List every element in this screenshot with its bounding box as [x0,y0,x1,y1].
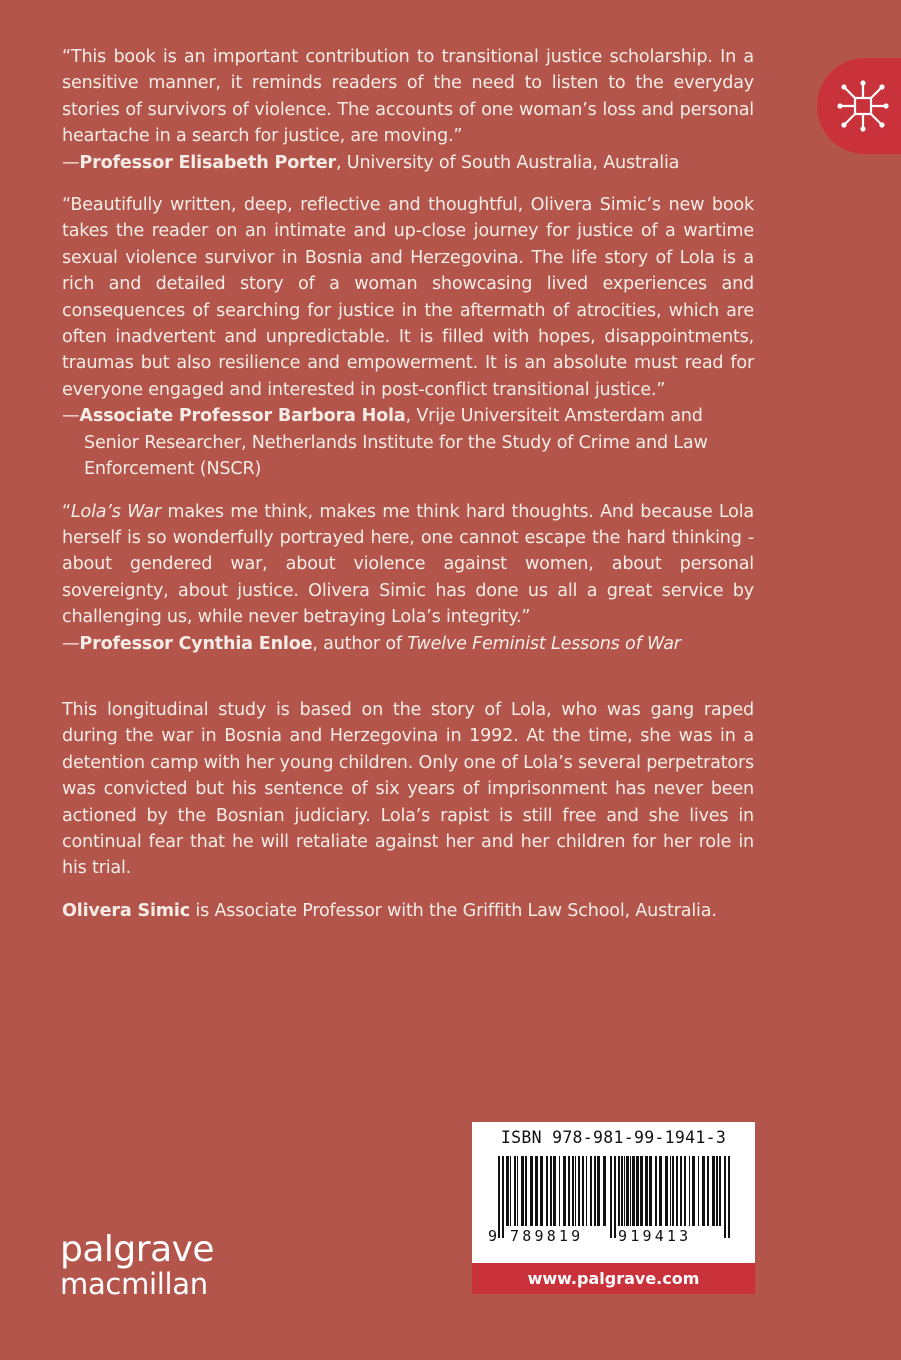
barcode-bar [680,1156,682,1226]
barcode-bar [506,1156,509,1226]
barcode-bar [590,1156,592,1226]
brand-line-palgrave: palgrave [60,1229,215,1270]
barcode-bar [514,1156,516,1226]
barcode-bar [553,1156,556,1226]
cited-book-title: Twelve Feminist Lessons of War [407,633,681,654]
brand-line-macmillan: macmillan [60,1267,208,1301]
barcode-bar [640,1156,643,1226]
barcode-bar [559,1156,560,1226]
attribution-name: Professor Cynthia Enloe [79,633,313,654]
attribution-hola: —Associate Professor Barbora Hola, Vrije Universiteit Amsterdam and Senior Researcher, Netherlands Institute for the Study of Crime and Law Enforcement (NSCR) [62,406,708,480]
barcode-bar [578,1156,580,1226]
barcode-bar [575,1156,576,1226]
barcode-bar [618,1156,620,1226]
barcode-bar [621,1156,623,1226]
barcode-bar [498,1156,500,1238]
barcode-bar [624,1156,625,1226]
barcode-bar [572,1156,574,1226]
barcode-bar [630,1156,631,1226]
barcode-bar [603,1156,606,1226]
barcode-bar [719,1156,721,1226]
barcode-bar [550,1156,552,1226]
barcode-bar [712,1156,715,1226]
barcode-bar [517,1156,518,1226]
barcode-bar [702,1156,705,1226]
back-cover-text [62,44,754,924]
barcode-bar [568,1156,570,1226]
publisher-logo-badge [817,58,901,154]
barcode-digits-left: 789819 [510,1227,584,1245]
barcode-bar [626,1156,629,1226]
barcode-bar [563,1156,566,1226]
barcode-bar [672,1156,674,1226]
barcode-bar [525,1156,527,1226]
barcode-bar [535,1156,538,1226]
publisher-wordmark [60,1229,215,1301]
barcode-bar [692,1156,695,1226]
barcode-bar [676,1156,678,1226]
palgrave-snowflake-logo-icon [835,78,891,134]
barcode-bar [632,1156,635,1226]
barcode-bar [510,1156,511,1226]
barcode-bar [698,1156,699,1226]
barcode-bar [665,1156,668,1226]
barcode-bar [636,1156,639,1226]
barcode-bar [502,1156,504,1238]
barcode-bar [546,1156,548,1226]
barcode-bar [594,1156,596,1226]
barcode-bar [530,1156,533,1226]
barcode-bar [684,1156,686,1226]
quote-hola: “Beautifully written, deep, reflective and thoughtful, Olivera Simic’s new book takes the reader on an intimate and up-close journey for justice of a wartime sexual violence survivor in Bosnia and Herzegovina. The life story of Lola is a rich and detailed story of a woman showcasing lived experiences and consequences of searching for justice in the aftermath of atrocities, which are often inadvertent and unpredictable. It is filled with hopes, disappointments, traumas but also resilience and empowerment. It is an absolute must read for everyone engaged and interested in post-conflict transitional justice.” [62,195,754,400]
attribution-name: Associate Professor Barbora Hola [79,406,406,427]
barcode-bar [586,1156,587,1226]
author-bio: Olivera Simic is Associate Professor with the Griffith Law School, Australia. [62,900,717,921]
barcode-bar [597,1156,600,1226]
isbn-barcode-block [472,1122,755,1294]
barcode-bar [614,1156,616,1238]
barcode-bar [707,1156,709,1226]
book-summary: This longitudinal study is based on the story of Lola, who was gang raped during the war in Bosnia and Herzegovina in 1992. At the time, she was in a detention camp with her young children. Only one of Lola’s several perpetrators was convicted but his sentence of six years of imprisonment has never been actioned by the Bosnian judiciary. Lola’s rapist is still free and she lives in continual fear that he will retaliate against her and her children for her role in his trial. [62,699,754,879]
attribution-porter: —Professor Elisabeth Porter, University of South Australia, Australia [62,152,680,173]
barcode-bar [649,1156,652,1226]
barcode-icon [486,1156,741,1238]
barcode-digit-prefix: 9 [488,1227,498,1245]
barcode-digits-right: 919413 [618,1227,692,1245]
quote-enloe: “Lola’s War makes me think, makes me think hard thoughts. And because Lola herself is so wonderfully portrayed here, one cannot escape the hard thinking - about gendered war, about violence against women, about personal sovereignty, about justice. Olivera Simic has done us all a great service by challenging us, while never betraying Lola’s integrity.” [62,501,754,628]
author-name: Olivera Simic [62,900,190,921]
barcode-bar [655,1156,657,1226]
attribution-enloe: —Professor Cynthia Enloe, author of Twelve Feminist Lessons of War [62,633,681,654]
barcode-bar [521,1156,524,1226]
barcode-bar [582,1156,584,1226]
publisher-url[interactable]: www.palgrave.com [472,1263,755,1294]
attribution-name: Professor Elisabeth Porter [79,152,336,173]
barcode-bar [724,1156,726,1238]
isbn-label: ISBN 978-981-99-1941-3 [500,1128,727,1147]
barcode-bar [728,1156,730,1238]
book-title: Lola’s War [70,501,161,522]
barcode-bar [540,1156,543,1226]
barcode-bar [716,1156,718,1226]
barcode-bar [659,1156,662,1226]
quote-porter: “This book is an important contribution to transitional justice scholarship. In a sensitive manner, it reminds readers of the need to listen to the everyday stories of survivors of violence. The accounts of one woman’s loss and personal heartache in a search for justice, are moving.” [62,47,754,147]
barcode-bar [610,1156,612,1238]
barcode-bar [689,1156,690,1226]
barcode-bar [645,1156,648,1226]
barcode-bar [670,1156,671,1226]
